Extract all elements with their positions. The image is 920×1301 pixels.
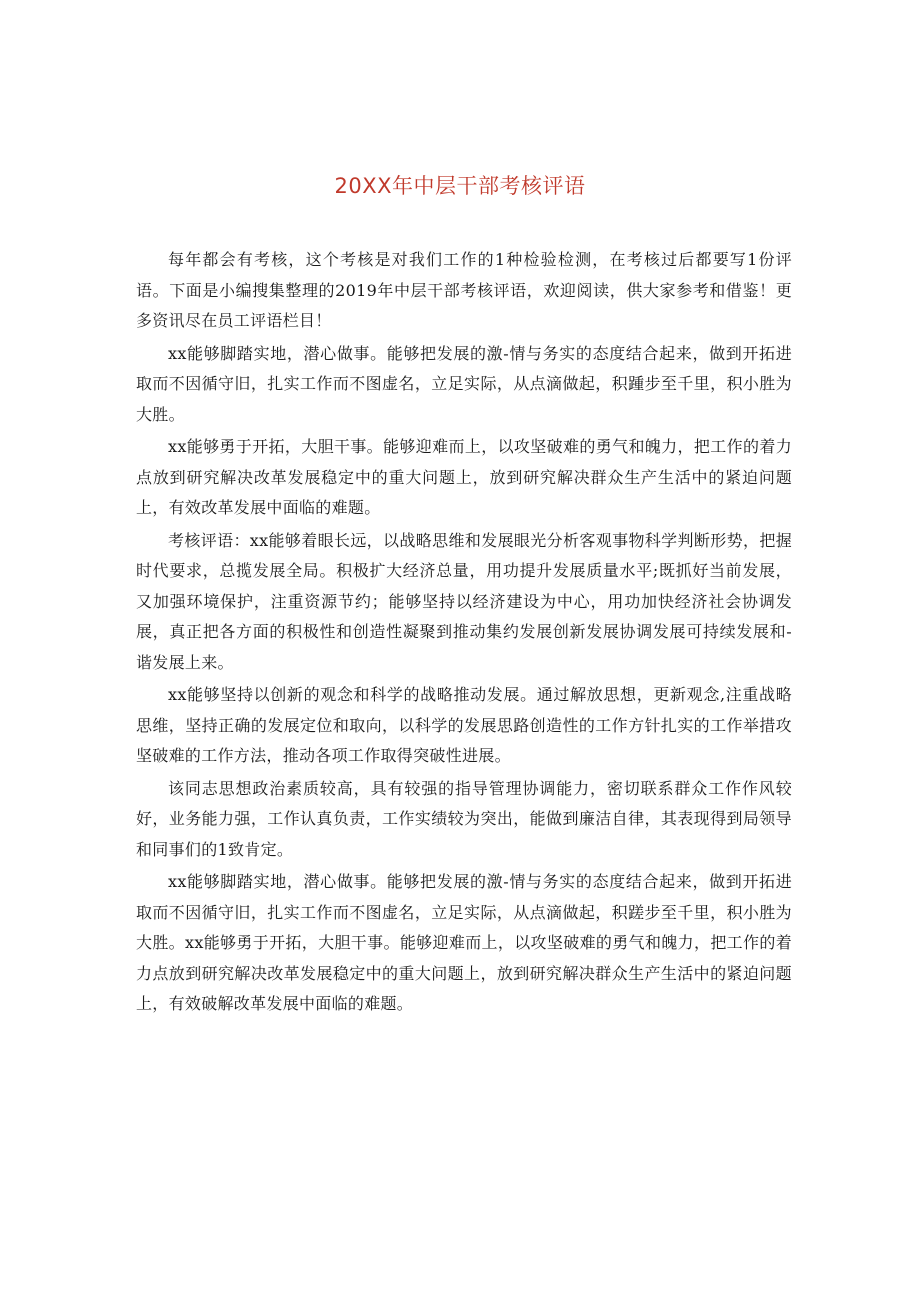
paragraph-comment: 考核评语：xx能够着眼长远，以战略思维和发展眼光分析客观事物科学判断形势，把握时代要求，总揽发展全局。积极扩大经济总量，用功提升发展质量水平;既抓好当前发展，又加强环境保护，注重资源节约；能够坚持以经济建设为中心，用功加快经济社会协调发展，真正把各方面的积极性和创造性凝聚到推动集约发展创新发展协调发展可持续发展和-谐发展上来。	[136, 530, 792, 672]
paragraph-comment: xx能够坚持以创新的观念和科学的战略推动发展。通过解放思想，更新观念,注重战略思维，坚持正确的发展定位和取向，以科学的发展思路创造性的工作方针扎实的工作举措攻坚破难的工作方法，推动各项工作取得突破性进展。	[136, 685, 792, 765]
paragraph-intro: 每年都会有考核，这个考核是对我们工作的1种检验检测，在考核过后都要写1份评语。下面是小编搜集整理的2019年中层干部考核评语，欢迎阅读，供大家参考和借鉴！更多资讯尽在员工评语栏目！	[136, 250, 792, 330]
paragraph-comment: 该同志思想政治素质较高，具有较强的指导管理协调能力，密切联系群众工作作风较好，业务能力强，工作认真负责，工作实绩较为突出，能做到廉洁自律，其表现得到局领导和同事们的1致肯定。	[136, 778, 792, 859]
document-title: 20XX年中层干部考核评语	[334, 174, 586, 198]
paragraph-comment: xx能够勇于开拓，大胆干事。能够迎难而上，以攻坚破难的勇气和魄力，把工作的着力点放到研究解决改革发展稳定中的重大问题上，放到研究解决群众生产生活中的紧迫问题上，有效改革发展中面临的难题。	[136, 437, 792, 517]
document-body	[136, 245, 792, 1022]
paragraph-comment: xx能够脚踏实地，潜心做事。能够把发展的激-情与务实的态度结合起来，做到开拓进取而不因循守旧，扎实工作而不图虚名，立足实际，从点滴做起，积蹉步至千里，积小胜为大胜。xx能够勇于开拓，大胆干事。能够迎难而上，以攻坚破难的勇气和魄力，把工作的着力点放到研究解决改革发展稳定中的重大问题上，放到研究解决群众生产生活中的紧迫问题上，有效破解改革发展中面临的难题。	[136, 872, 792, 1013]
paragraph-comment: xx能够脚踏实地，潜心做事。能够把发展的激-情与务实的态度结合起来，做到开拓进取而不因循守旧，扎实工作而不图虚名，立足实际，从点滴做起，积踵步至千里，积小胜为大胜。	[136, 343, 792, 424]
